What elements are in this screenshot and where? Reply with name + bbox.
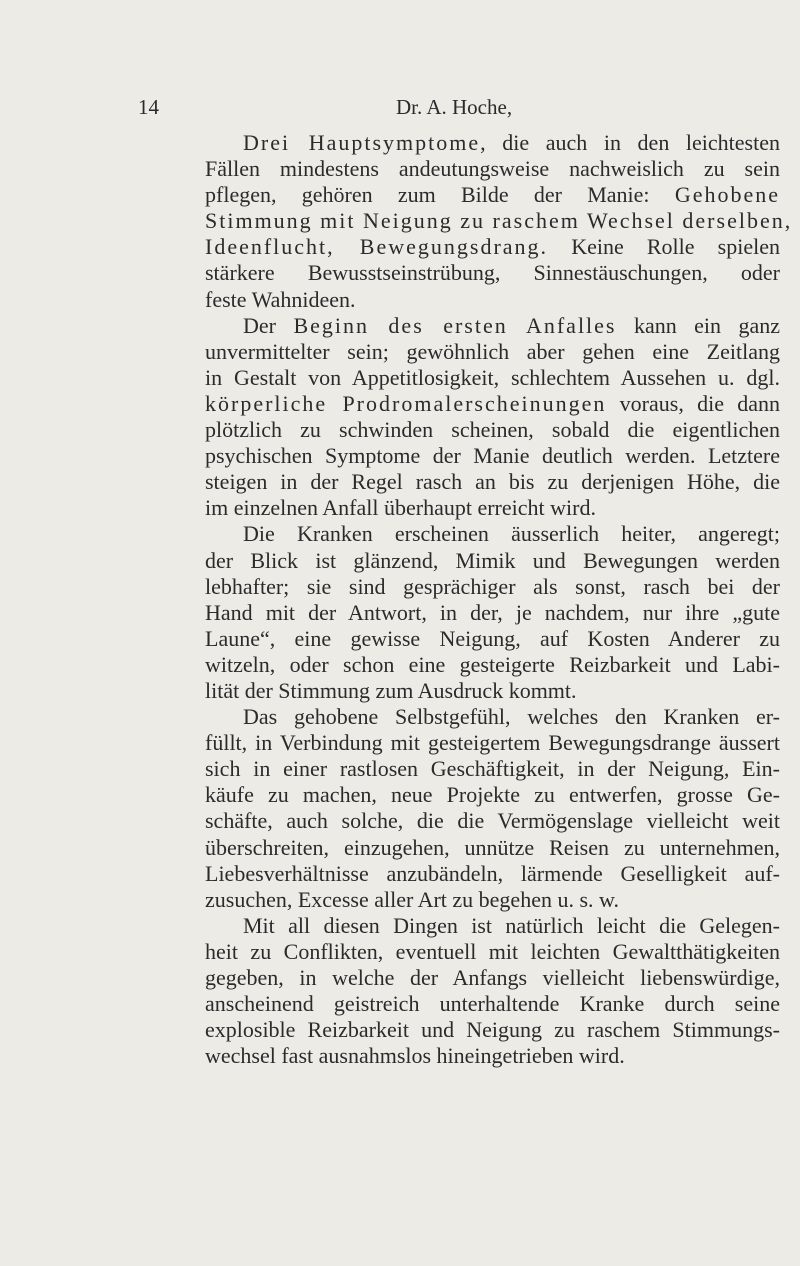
text-segment: gegeben, in welche der Anfangs vielleicht liebenswürdige, [205, 965, 780, 990]
text-segment: Das gehobene Selbstgefühl, welches den Kranken er- [243, 704, 780, 730]
text-line [205, 469, 780, 495]
page-header [138, 95, 758, 125]
spaced-emphasis: Gehobene [674, 182, 780, 208]
text-segment: Hand mit der Antwort, in der, je nachdem, nur ihre „gute [205, 599, 780, 625]
text-segment: Fällen mindestens andeutungsweise nachweislich zu sein [205, 156, 780, 182]
text-line [205, 339, 780, 365]
text-line [205, 887, 780, 913]
text-line [205, 678, 780, 704]
text-line [205, 443, 780, 469]
text-segment: psychischen Symptome der Manie deutlich werden. Letztere [205, 443, 780, 469]
text-line [205, 521, 780, 547]
text-line [205, 939, 780, 965]
text-segment: unvermittelter sein; gewöhnlich aber gehen eine Zeitlang [205, 338, 780, 364]
text-segment: zusuchen, Excesse aller Art zu begehen u. s. w. [205, 886, 619, 912]
text-segment: Mit all diesen Dingen ist natürlich leicht die Gelegen- [243, 912, 780, 938]
text-line [205, 313, 780, 339]
text-line [205, 965, 780, 991]
text-segment: pflegen, gehören zum Bilde der Manie: [205, 182, 675, 208]
text-line [205, 600, 780, 626]
text-line [205, 626, 780, 652]
text-segment: Der [243, 312, 294, 338]
text-segment: kann ein ganz [616, 312, 781, 338]
text-segment: schäfte, auch solche, die die Vermögenslage vielleicht weit [205, 808, 780, 834]
text-segment: lität der Stimmung zum Ausdruck kommt. [205, 677, 577, 703]
text-line [205, 1043, 780, 1069]
text-segment: , die auch in den leichtesten [480, 130, 780, 155]
text-segment: stärkere Bewusstseinstrübung, Sinnestäuschungen, oder [205, 260, 780, 286]
text-line [205, 913, 780, 939]
text-line [205, 208, 793, 234]
text-line [205, 182, 780, 208]
spaced-emphasis: Drei Hauptsymptome [243, 130, 481, 155]
text-segment: feste Wahnideen. [205, 286, 356, 312]
text-line [205, 782, 780, 808]
text-line [205, 991, 780, 1017]
text-line [205, 1017, 780, 1043]
text-segment: der Blick ist glänzend, Mimik und Bewegungen werden [205, 547, 780, 573]
text-line [205, 260, 780, 286]
text-line [205, 808, 780, 834]
text-segment: heit zu Conflikten, eventuell mit leichten Gewaltthätigkeiten [205, 938, 780, 964]
text-line [205, 287, 780, 313]
text-segment: wechsel fast ausnahmslos hineingetrieben wird. [205, 1043, 625, 1069]
text-line [205, 417, 780, 443]
text-line [205, 756, 780, 782]
text-line [205, 156, 780, 182]
text-line [205, 704, 780, 730]
spaced-emphasis: Stimmung mit Neigung zu raschem Wechsel derselben, [205, 208, 793, 234]
text-segment: witzeln, oder schon eine gesteigerte Reizbarkeit und Labi- [205, 651, 780, 677]
text-segment: Keine Rolle spielen [548, 234, 780, 260]
text-line [205, 835, 780, 861]
text-line [205, 234, 780, 260]
text-segment: Laune“, eine gewisse Neigung, auf Kosten Anderer zu [205, 625, 780, 651]
text-line [205, 391, 780, 417]
text-line [205, 365, 780, 391]
text-segment: steigen in der Regel rasch an bis zu derjenigen Höhe, die [205, 469, 780, 495]
text-segment: voraus, die dann [606, 390, 781, 416]
text-segment: überschreiten, einzugehen, unnütze Reisen zu unternehmen, [205, 834, 780, 860]
spaced-emphasis: Ideenflucht, Bewegungsdrang. [205, 234, 549, 260]
text-segment: plötzlich zu schwinden scheinen, sobald die eigentlichen [205, 417, 780, 443]
text-line [205, 861, 780, 887]
text-line [205, 495, 780, 521]
text-segment: käufe zu machen, neue Projekte zu entwerfen, grosse Ge- [205, 782, 780, 808]
body-text [205, 130, 793, 1069]
text-segment: anscheinend geistreich unterhaltende Kranke durch seine [205, 991, 780, 1017]
text-segment: in Gestalt von Appetitlosigkeit, schlechtem Aussehen u. dgl. [205, 364, 780, 390]
text-segment: sich in einer rastlosen Geschäftigkeit, in der Neigung, Ein- [205, 756, 780, 782]
running-head: Dr. A. Hoche, [396, 95, 513, 119]
text-segment: füllt, in Verbindung mit gesteigertem Bewegungsdrange äussert [205, 730, 780, 756]
text-line [205, 730, 780, 756]
text-segment: lebhafter; sie sind gesprächiger als sonst, rasch bei der [205, 573, 780, 599]
spaced-emphasis: körperliche Prodromalerscheinungen [205, 390, 607, 416]
text-line [205, 548, 780, 574]
text-segment: Die Kranken erscheinen äusserlich heiter, angeregt; [243, 521, 780, 547]
spaced-emphasis: Beginn des ersten Anfalles [293, 312, 617, 338]
text-line [205, 652, 780, 678]
page-number: 14 [138, 95, 159, 119]
text-segment: Liebesverhältnisse anzubändeln, lärmende Geselligkeit auf- [205, 860, 780, 886]
text-line [205, 574, 780, 600]
text-line [205, 130, 780, 156]
text-segment: im einzelnen Anfall überhaupt erreicht wird. [205, 495, 596, 521]
text-segment: explosible Reizbarkeit und Neigung zu raschem Stimmungs- [205, 1017, 780, 1043]
